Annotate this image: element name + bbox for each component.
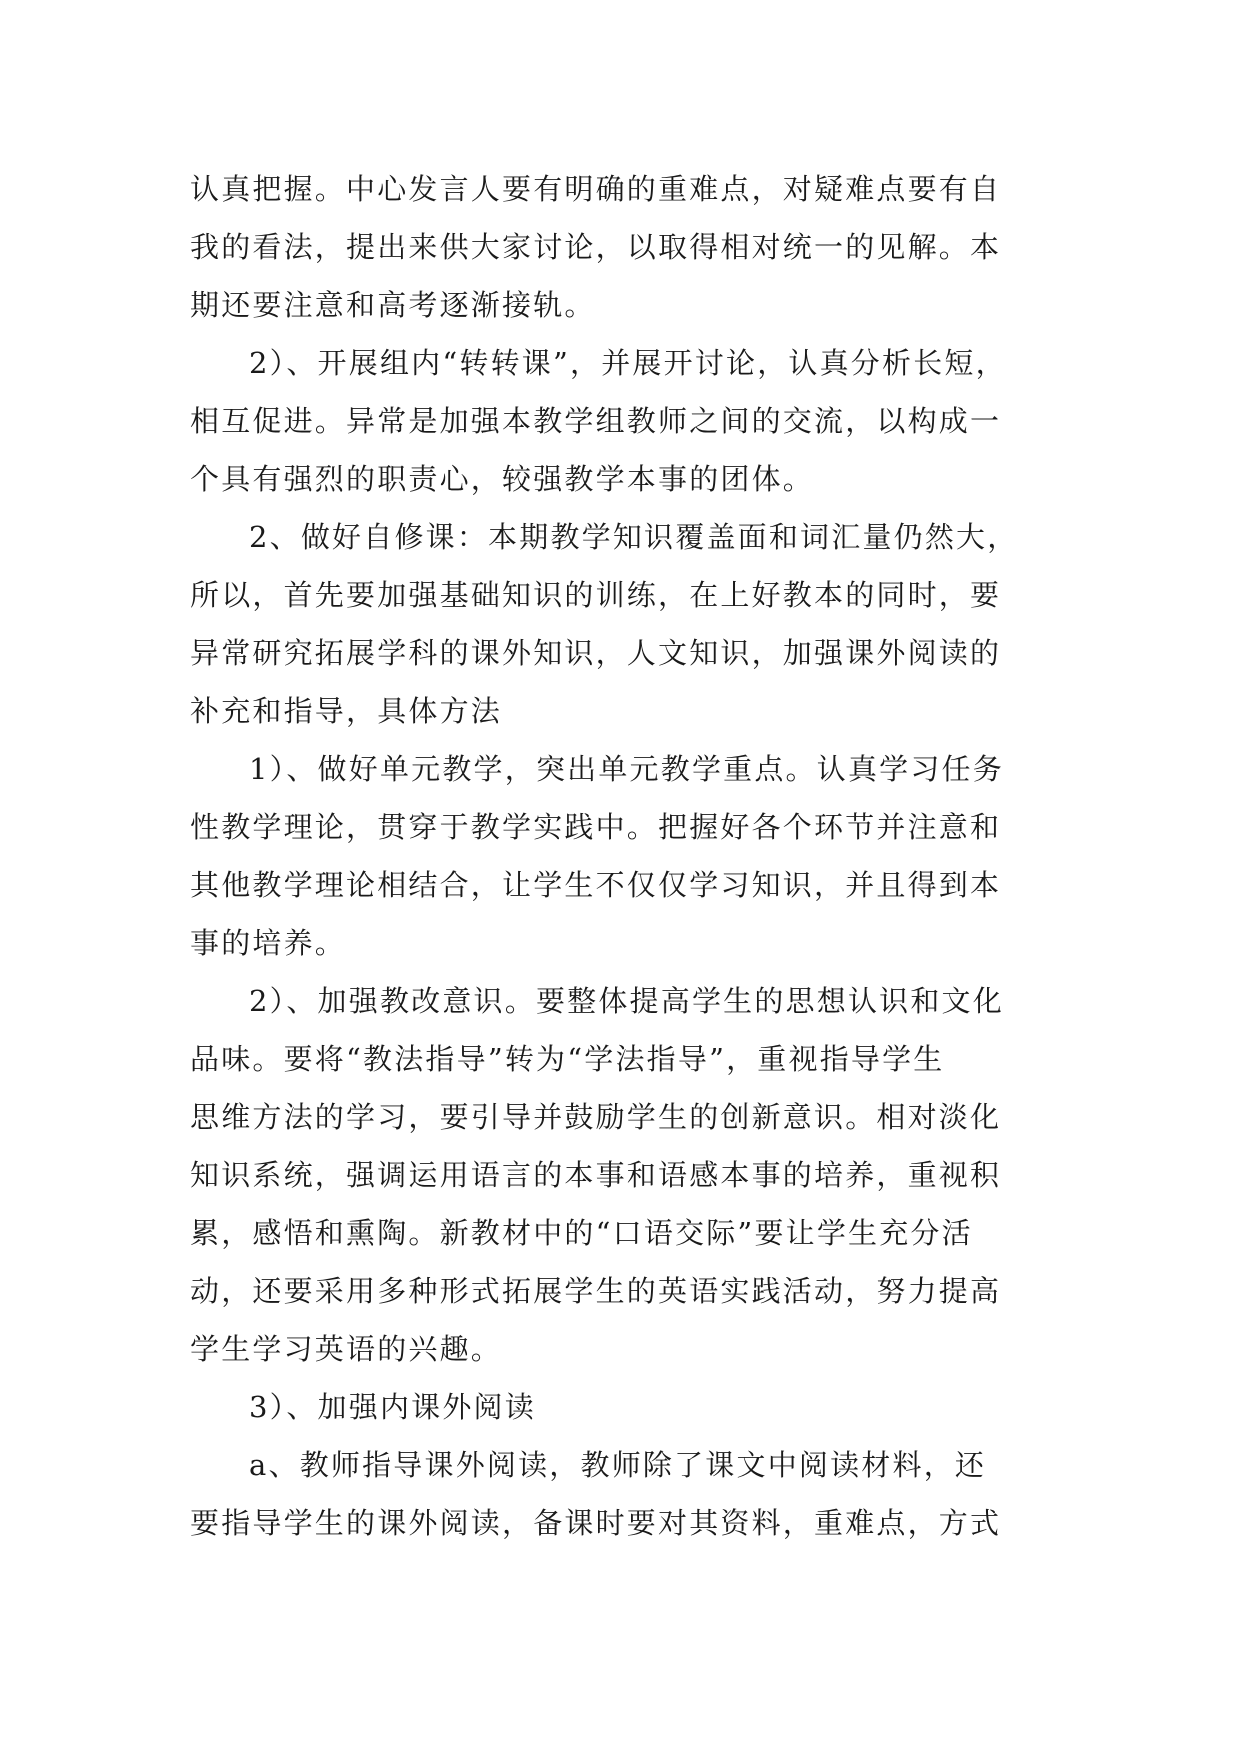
text-line: 性教学理论，贯穿于教学实践中。把握好各个环节并注意和 (190, 810, 1002, 844)
text-line: 要指导学生的课外阅读，备课时要对其资料，重难点，方式 (190, 1506, 1002, 1540)
text-line: 事的培养。 (190, 926, 347, 960)
text-line: 其他教学理论相结合，让学生不仅仅学习知识，并且得到本 (190, 868, 1002, 902)
text-line: 异常研究拓展学科的课外知识，人文知识，加强课外阅读的 (190, 636, 1002, 670)
text-line: 动，还要采用多种形式拓展学生的英语实践活动，努力提高 (190, 1274, 1002, 1308)
text-line: 个具有强烈的职责心，较强教学本事的团体。 (190, 462, 815, 496)
paragraph-start-line: 2）、加强教改意识。要整体提高学生的思想认识和文化 (249, 984, 1004, 1018)
paragraph-start-line: 2、做好自修课：本期教学知识覆盖面和词汇量仍然大， (249, 520, 1019, 554)
paragraph-start-line: a、教师指导课外阅读，教师除了课文中阅读材料，还 (249, 1448, 987, 1482)
document-body (190, 160, 1052, 1552)
text-line: 认真把握。中心发言人要有明确的重难点，对疑难点要有自 (190, 172, 1002, 206)
text-line: 学生学习英语的兴趣。 (190, 1332, 503, 1366)
text-line: 累，感悟和熏陶。新教材中的“口语交际”要让学生充分活 (190, 1216, 973, 1250)
paragraph-start-line: 2）、开展组内“转转课”，并展开讨论，认真分析长短， (249, 346, 1007, 380)
text-line: 思维方法的学习，要引导并鼓励学生的创新意识。相对淡化 (190, 1100, 1002, 1134)
text-line: 相互促进。异常是加强本教学组教师之间的交流，以构成一 (190, 404, 1002, 438)
text-line: 品味。要将“教法指导”转为“学法指导”，重视指导学生 (190, 1042, 945, 1076)
text-line: 期还要注意和高考逐渐接轨。 (190, 288, 596, 322)
text-line: 所以，首先要加强基础知识的训练，在上好教本的同时，要 (190, 578, 1002, 612)
text-line: 我的看法，提出来供大家讨论，以取得相对统一的见解。本 (190, 230, 1002, 264)
paragraph-start-line: 3）、加强内课外阅读 (249, 1390, 536, 1424)
text-line: 补充和指导，具体方法 (190, 694, 503, 728)
paragraph-start-line: 1）、做好单元教学，突出单元教学重点。认真学习任务 (249, 752, 1004, 786)
text-line: 知识系统，强调运用语言的本事和语感本事的培养，重视积 (190, 1158, 1002, 1192)
